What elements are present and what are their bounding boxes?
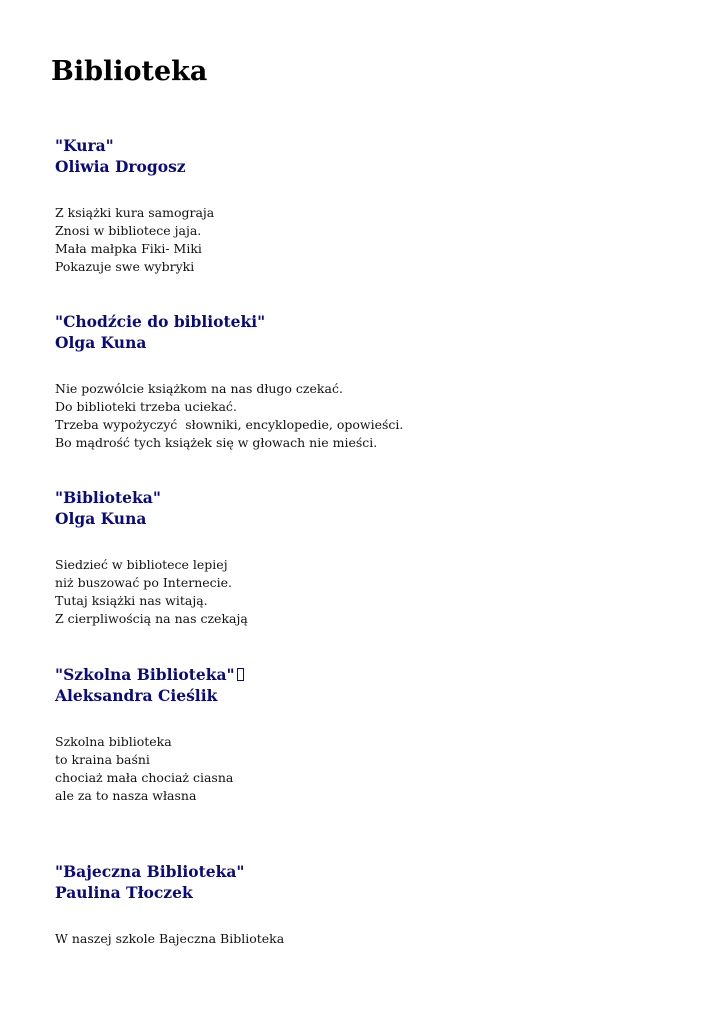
poem-title: "Chodźcie do biblioteki"	[55, 312, 266, 331]
poem-line: Bo mądrość tych książek się w głowach nie mieści.	[55, 435, 378, 450]
poem-line: W naszej szkole Bajeczna Biblioteka	[55, 931, 285, 946]
poem-verse	[55, 380, 403, 452]
poem-line: niż buszować po Internecie.	[55, 575, 233, 590]
poem-line: Z książki kura samograja	[55, 205, 215, 220]
poem-line: Z cierpliwością na nas czekają	[55, 611, 248, 626]
poem-bajeczna-biblioteka	[55, 861, 284, 948]
poem-biblioteka	[55, 487, 248, 628]
poem-verse	[55, 556, 248, 628]
poem-line: Znosi w bibliotece jaja.	[55, 223, 202, 238]
poem-verse	[55, 204, 214, 276]
page-title: Biblioteka	[51, 56, 208, 87]
poem-title-text: "Szkolna Biblioteka"	[55, 665, 235, 684]
poem-author: Olga Kuna	[55, 333, 147, 352]
poem-chodzcie-do-biblioteki	[55, 311, 403, 452]
poem-line: Siedzieć w bibliotece lepiej	[55, 557, 228, 572]
poem-verse	[55, 930, 284, 948]
poem-verse	[55, 733, 244, 805]
poem-line: Tutaj książki nas witają.	[55, 593, 208, 608]
poem-title: "Bajeczna Biblioteka"	[55, 862, 245, 881]
poem-line: Trzeba wypożyczyć słowniki, encyklopedie, opowieści.	[55, 417, 404, 432]
poem-author: Oliwia Drogosz	[55, 157, 186, 176]
poem-author: Paulina Tłoczek	[55, 883, 193, 902]
poem-szkolna-biblioteka	[55, 664, 244, 805]
poem-author: Olga Kuna	[55, 509, 147, 528]
poem-kura	[55, 135, 214, 276]
poem-title	[55, 664, 244, 685]
poem-author: Aleksandra Cieślik	[55, 686, 218, 705]
poem-line: Mała małpka Fiki- Miki	[55, 241, 202, 256]
poem-line: Szkolna biblioteka	[55, 734, 172, 749]
missing-glyph-icon	[237, 668, 244, 681]
poem-line: to kraina baśni	[55, 752, 150, 767]
poem-title: "Biblioteka"	[55, 488, 161, 507]
poem-line: Nie pozwólcie książkom na nas długo czekać.	[55, 381, 343, 396]
poem-line: Pokazuje swe wybryki	[55, 259, 195, 274]
poem-line: ale za to nasza własna	[55, 788, 197, 803]
poem-line: chociaż mała chociaż ciasna	[55, 770, 234, 785]
poem-line: Do biblioteki trzeba uciekać.	[55, 399, 237, 414]
poem-title: "Kura"	[55, 136, 114, 155]
